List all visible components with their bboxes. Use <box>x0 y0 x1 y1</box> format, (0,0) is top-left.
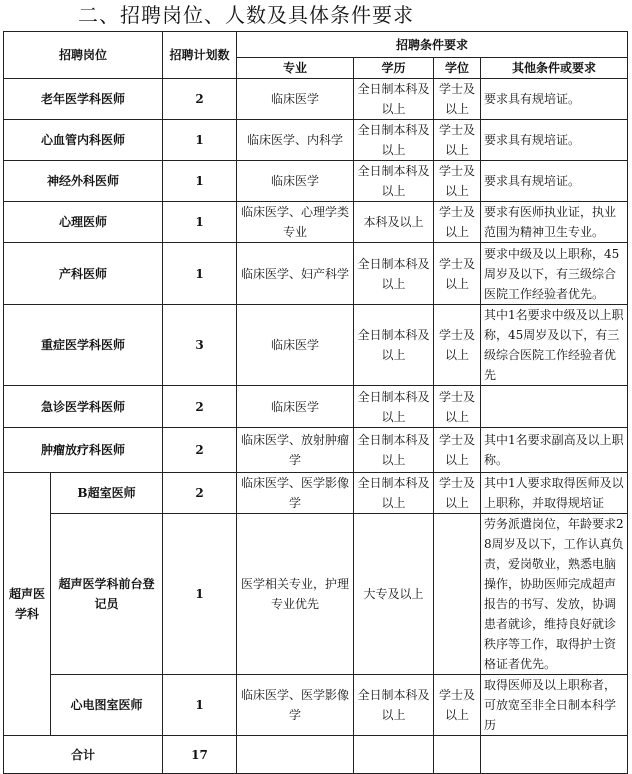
plan-cell: 1 <box>163 243 237 305</box>
education-cell: 全日制本科及以上 <box>354 675 434 736</box>
other-cell: 其中1名要求副高及以上职称。 <box>481 428 628 473</box>
plan-cell: 1 <box>163 675 237 736</box>
post-cell: 神经外科医师 <box>4 161 163 202</box>
major-cell: 医学相关专业，护理专业优先 <box>237 514 354 675</box>
department-cell: 超声医学科 <box>4 473 51 736</box>
major-cell: 临床医学、医学影像学 <box>237 473 354 514</box>
major-cell: 临床医学 <box>237 161 354 202</box>
degree-cell: 学士及以上 <box>434 305 481 386</box>
header-requirements: 招聘条件要求 <box>237 32 628 58</box>
empty-cell <box>237 736 354 774</box>
empty-cell <box>354 736 434 774</box>
table-row <box>4 473 628 514</box>
degree-cell: 学士及以上 <box>434 386 481 428</box>
plan-cell: 1 <box>163 120 237 161</box>
plan-cell: 2 <box>163 428 237 473</box>
post-cell: 心理医师 <box>4 202 163 243</box>
education-cell: 全日制本科及以上 <box>354 386 434 428</box>
table-row <box>4 202 628 243</box>
plan-cell: 2 <box>163 79 237 120</box>
table-row <box>4 514 628 675</box>
education-cell: 全日制本科及以上 <box>354 305 434 386</box>
major-cell: 临床医学 <box>237 79 354 120</box>
major-cell: 临床医学、心理学类专业 <box>237 202 354 243</box>
header-major: 专业 <box>237 58 354 79</box>
education-cell: 全日制本科及以上 <box>354 161 434 202</box>
other-cell: 劳务派遣岗位，年龄要求28周岁及以下，工作认真负责，爱岗敬业，熟悉电脑操作，协助医师完成超声报告的书写、发放，协调患者就诊，维持良好就诊秩序等工作，取得护士资格证者优先。 <box>481 514 628 675</box>
table-row <box>4 305 628 386</box>
post-cell: 产科医师 <box>4 243 163 305</box>
major-cell: 临床医学 <box>237 305 354 386</box>
education-cell: 全日制本科及以上 <box>354 243 434 305</box>
header-other: 其他条件或要求 <box>481 58 628 79</box>
post-cell: 心血管内科医师 <box>4 120 163 161</box>
post-cell: 急诊医学科医师 <box>4 386 163 428</box>
plan-cell: 2 <box>163 386 237 428</box>
empty-cell <box>434 736 481 774</box>
major-cell: 临床医学、放射肿瘤学 <box>237 428 354 473</box>
plan-cell: 3 <box>163 305 237 386</box>
plan-cell: 1 <box>163 202 237 243</box>
degree-cell <box>434 514 481 675</box>
degree-cell: 学士及以上 <box>434 161 481 202</box>
table-row <box>4 243 628 305</box>
education-cell: 全日制本科及以上 <box>354 120 434 161</box>
degree-cell: 学士及以上 <box>434 202 481 243</box>
degree-cell: 学士及以上 <box>434 120 481 161</box>
header-plan: 招聘计划数 <box>163 32 237 79</box>
header-post: 招聘岗位 <box>4 32 163 79</box>
other-cell: 要求有医师执业证，执业范围为精神卫生专业。 <box>481 202 628 243</box>
degree-cell: 学士及以上 <box>434 79 481 120</box>
other-cell: 要求具有规培证。 <box>481 79 628 120</box>
plan-cell: 2 <box>163 473 237 514</box>
major-cell: 临床医学 <box>237 386 354 428</box>
other-cell: 要求具有规培证。 <box>481 161 628 202</box>
major-cell: 临床医学、妇产科学 <box>237 243 354 305</box>
post-cell: 老年医学科医师 <box>4 79 163 120</box>
post-cell: 肿瘤放疗科医师 <box>4 428 163 473</box>
table-row <box>4 79 628 120</box>
major-cell: 临床医学、医学影像学 <box>237 675 354 736</box>
post-cell: B超室医师 <box>51 473 163 514</box>
post-cell: 重症医学科医师 <box>4 305 163 386</box>
degree-cell: 学士及以上 <box>434 428 481 473</box>
table-row <box>4 120 628 161</box>
degree-cell: 学士及以上 <box>434 675 481 736</box>
other-cell: 其中1人要求取得医师及以上职称，并取得规培证 <box>481 473 628 514</box>
total-value: 17 <box>163 736 237 774</box>
recruitment-table <box>3 31 628 774</box>
post-cell: 心电图室医师 <box>51 675 163 736</box>
education-cell: 大专及以上 <box>354 514 434 675</box>
header-education: 学历 <box>354 58 434 79</box>
table-row <box>4 675 628 736</box>
table-row <box>4 386 628 428</box>
other-cell: 要求具有规培证。 <box>481 120 628 161</box>
post-cell: 超声医学科前台登记员 <box>51 514 163 675</box>
education-cell: 全日制本科及以上 <box>354 473 434 514</box>
education-cell: 全日制本科及以上 <box>354 428 434 473</box>
other-cell: 其中1名要求中级及以上职称，45周岁及以下，有三级综合医院工作经验者优先 <box>481 305 628 386</box>
degree-cell: 学士及以上 <box>434 473 481 514</box>
page-title: 二、招聘岗位、人数及具体条件要求 <box>78 3 414 27</box>
other-cell: 要求中级及以上职称，45周岁及以下，有三级综合医院工作经验者优先。 <box>481 243 628 305</box>
other-cell: 取得医师及以上职称者，可放宽至非全日制本科学历 <box>481 675 628 736</box>
header-degree: 学位 <box>434 58 481 79</box>
total-label: 合计 <box>4 736 163 774</box>
empty-cell <box>481 736 628 774</box>
plan-cell: 1 <box>163 161 237 202</box>
education-cell: 本科及以上 <box>354 202 434 243</box>
plan-cell: 1 <box>163 514 237 675</box>
degree-cell: 学士及以上 <box>434 243 481 305</box>
major-cell: 临床医学、内科学 <box>237 120 354 161</box>
table-row <box>4 161 628 202</box>
total-row <box>4 736 628 774</box>
table-row <box>4 428 628 473</box>
education-cell: 全日制本科及以上 <box>354 79 434 120</box>
other-cell <box>481 386 628 428</box>
